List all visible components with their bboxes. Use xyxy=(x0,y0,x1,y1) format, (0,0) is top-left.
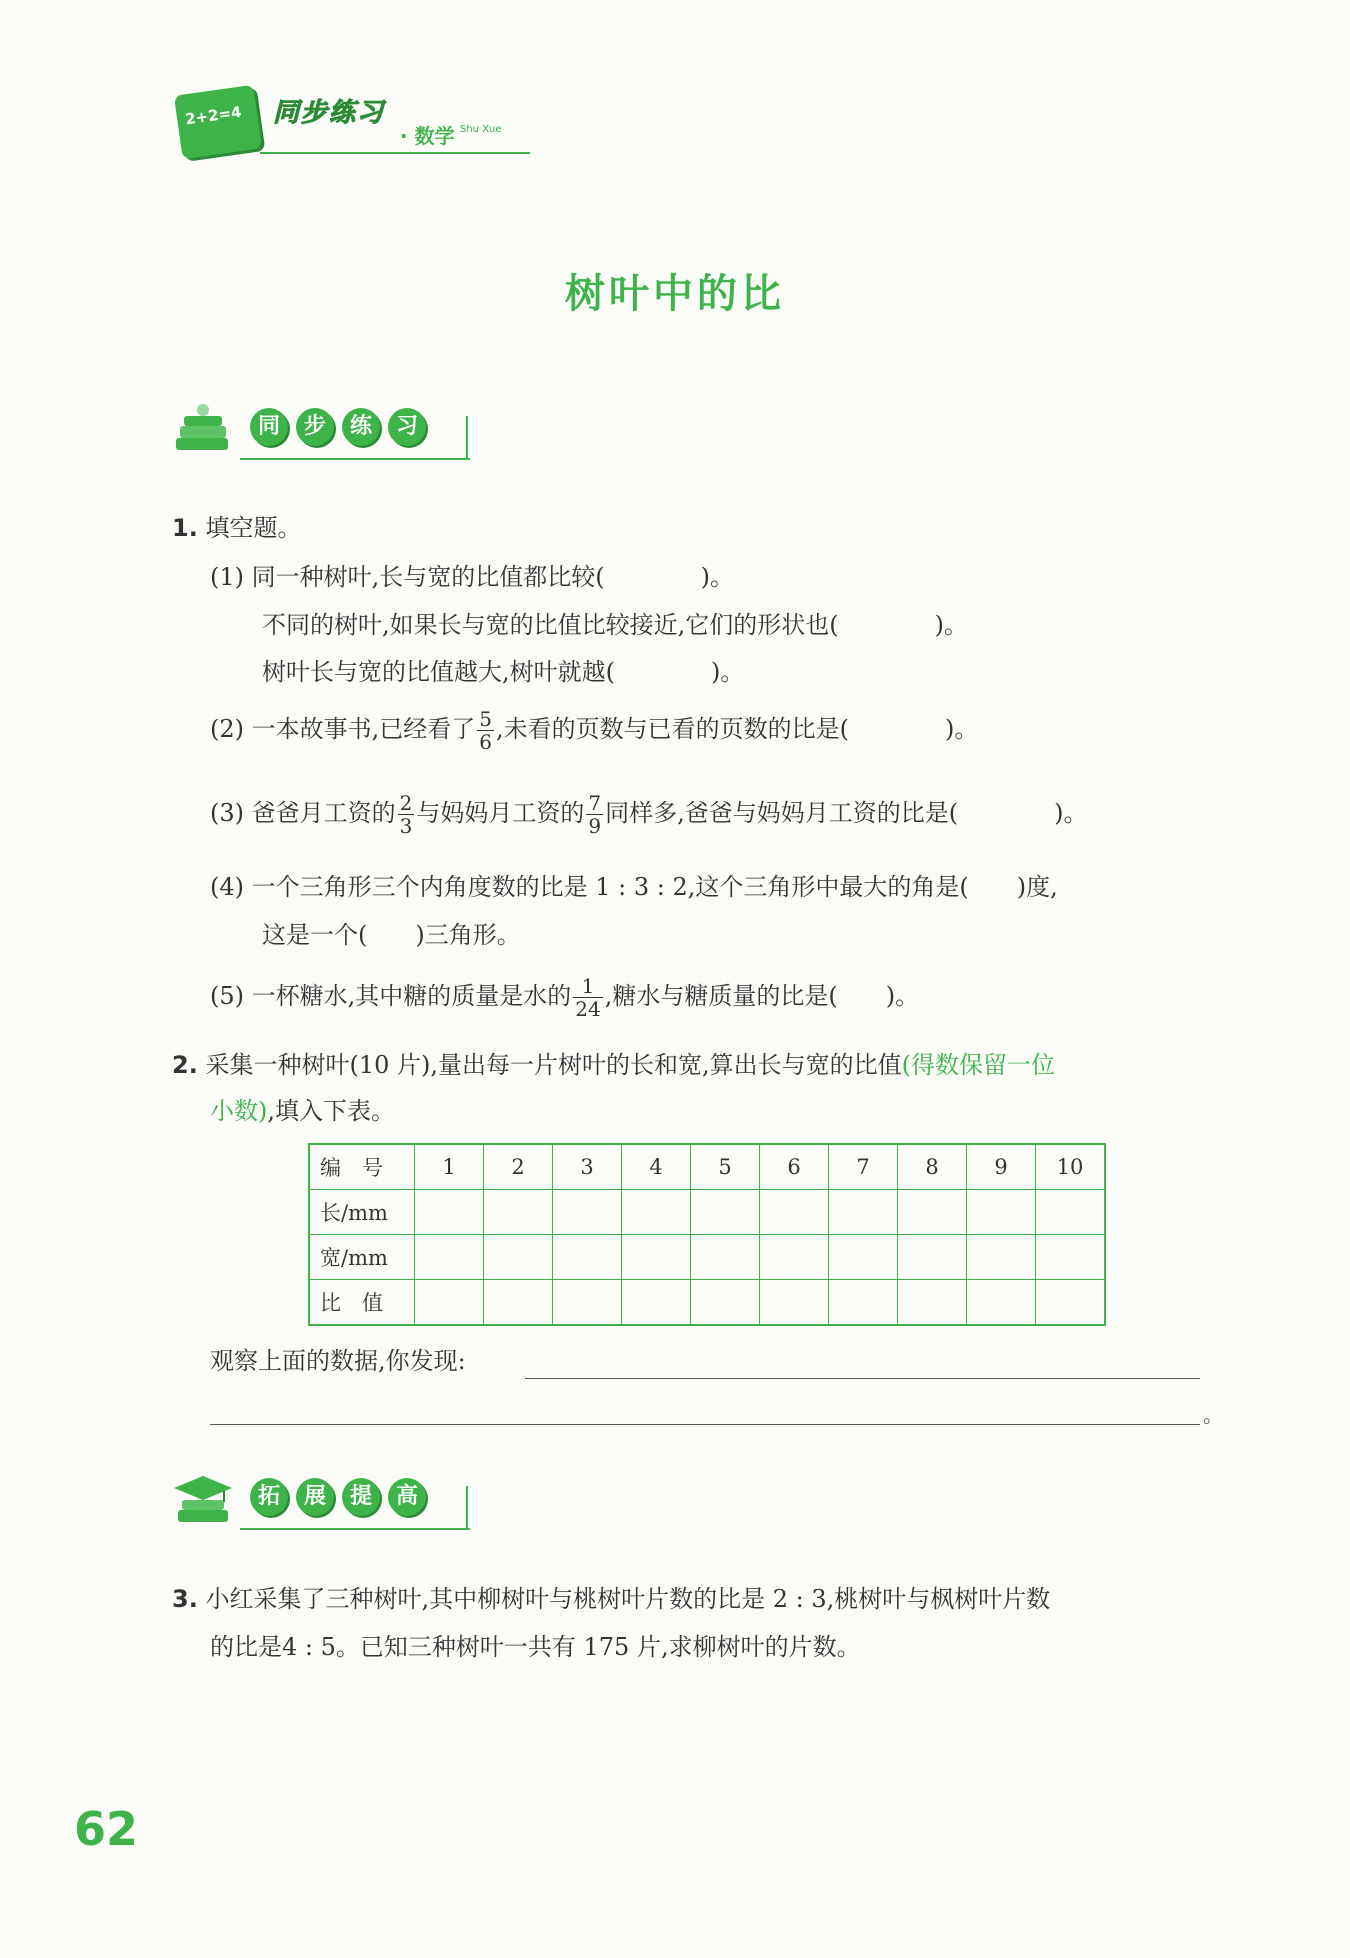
fraction-7-9: $\frac{7}{9}$ xyxy=(588,791,602,838)
table-row-ratio: 比 值 xyxy=(309,1280,1105,1326)
table-header-row: 编 号 1 2 3 4 5 6 7 8 9 10 xyxy=(309,1144,1105,1190)
question-3-line1: 3. 小红采集了三种树叶,其中柳树叶与桃树叶片数的比是 2 : 3,桃树叶与枫树叶片数 xyxy=(172,1585,1051,1613)
q1-sub4-line1: (4) 一个三角形三个内角度数的比是 1 : 3 : 2,这个三角形中最大的角是( )度, xyxy=(210,873,1058,901)
observe-label: 观察上面的数据,你发现: xyxy=(210,1347,466,1375)
question-1-stem: 1. 填空题。 xyxy=(172,514,302,542)
answer-line-2[interactable] xyxy=(210,1424,1200,1425)
q1-sub3: (3) 爸爸月工资的 $\frac{2}{3}$ 与妈妈月工资的 $\frac{7}{9}$ 同样多,爸爸与妈妈月工资的比是( )。 xyxy=(210,791,1088,838)
graduation-cap-icon xyxy=(172,1472,234,1530)
section-banner-extension xyxy=(172,1462,472,1542)
book-stack-icon xyxy=(172,402,234,460)
header-title: 同步练习 xyxy=(273,98,386,128)
leaf-ratio-table xyxy=(308,1143,1106,1326)
page-number: 62 xyxy=(74,1802,139,1856)
fraction-5-6: $\frac{5}{6}$ xyxy=(479,707,492,754)
question-2-stem-line1: 2. 采集一种树叶(10 片),量出每一片树叶的长和宽,算出长与宽的比值(得数保留一位 xyxy=(172,1051,1055,1079)
fraction-2-3: $\frac{2}{3}$ xyxy=(399,791,413,838)
header-badge xyxy=(178,82,528,160)
answer-line-1[interactable] xyxy=(525,1378,1200,1379)
header-subject: · 数学 xyxy=(400,124,455,148)
table-header-label: 编 号 xyxy=(309,1144,415,1190)
section-title: 拓 展 提 高 xyxy=(250,1478,426,1516)
chalkboard-icon: 2+2=4 xyxy=(174,85,262,160)
answer-end-mark: 。 xyxy=(1203,1403,1223,1427)
q1-sub2: (2) 一本故事书,已经看了 $\frac{5}{6}$ ,未看的页数与已看的页数的比是( )。 xyxy=(210,707,979,754)
question-3-line2: 的比是4 : 5。已知三种树叶一共有 175 片,求柳树叶的片数。 xyxy=(210,1633,861,1661)
question-2-stem-line2: 小数),填入下表。 xyxy=(210,1097,396,1125)
page-title: 树叶中的比 xyxy=(565,271,785,317)
header-underline xyxy=(260,152,530,154)
section-banner-sync-practice xyxy=(172,392,472,472)
section-title: 同 步 练 习 xyxy=(250,408,426,446)
q1-sub5: (5) 一杯糖水,其中糖的质量是水的 $\frac{1}{24}$ ,糖水与糖质量的比是( )。 xyxy=(210,974,920,1021)
q1-sub1-line3: 树叶长与宽的比值越大,树叶就越( )。 xyxy=(262,658,745,686)
q1-sub4-line2: 这是一个( )三角形。 xyxy=(262,921,521,949)
fraction-1-24: $\frac{1}{24}$ xyxy=(575,974,601,1021)
q1-sub1-line2: 不同的树叶,如果长与宽的比值比较接近,它们的形状也( )。 xyxy=(262,611,968,639)
table-row-width: 宽/mm xyxy=(309,1235,1105,1280)
q1-sub1-line1: (1) 同一种树叶,长与宽的比值都比较( )。 xyxy=(210,563,734,591)
header-pinyin: Shu Xue xyxy=(460,124,502,135)
table-row-length: 长/mm xyxy=(309,1190,1105,1235)
rounding-hint: (得数保留一位 xyxy=(901,1051,1055,1079)
